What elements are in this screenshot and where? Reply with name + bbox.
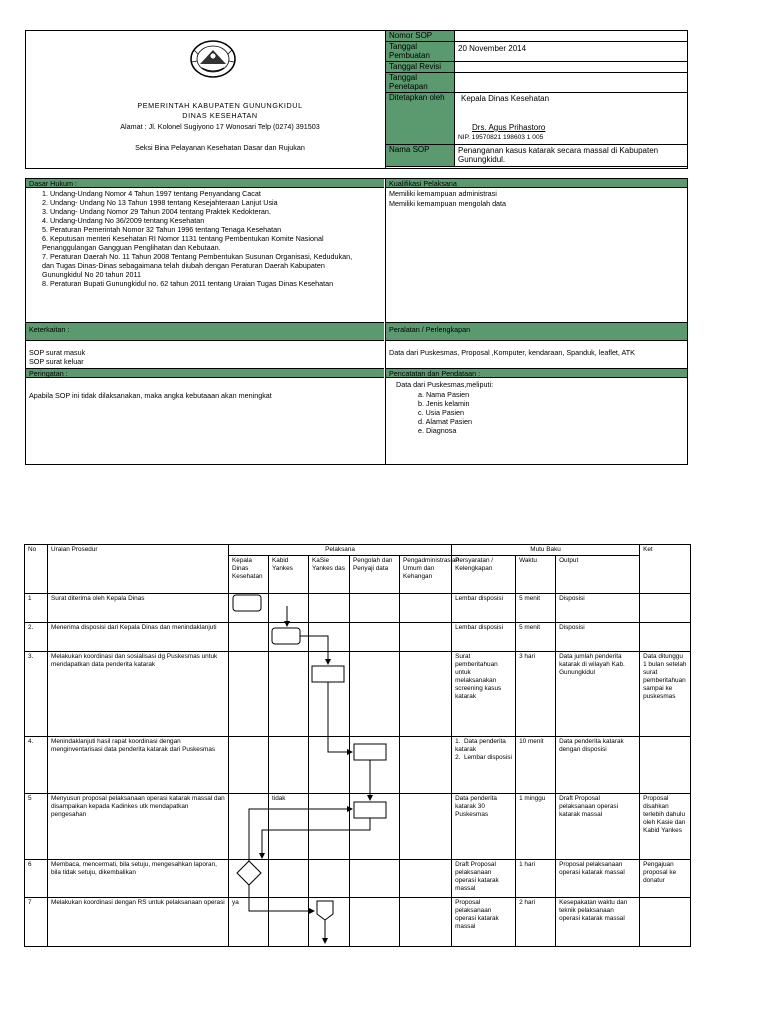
cell-pengolah — [350, 794, 400, 860]
row-waktu: 10 menit — [516, 737, 556, 794]
row-syarat: Lembar disposisi — [452, 594, 516, 623]
row-no: 5 — [25, 794, 48, 860]
cell-pengadmin — [400, 794, 452, 860]
dasar-hukum-list — [28, 189, 380, 288]
cell-pengadmin — [400, 652, 452, 737]
pencatatan-item: a. Nama Pasien — [418, 390, 470, 399]
col-pengolah: Pengolah dan Penyaji data — [350, 556, 400, 594]
cell-kasie — [309, 737, 350, 794]
row-uraian: Menyusun proposal pelaksanaan operasi katarak massal dan disampaikan kepada Kadinkes utk mendapatkan pengesahan — [48, 794, 229, 860]
row-uraian: Menindaklanjuti hasil rapat koordinasi dengan menginventarisasi data penderita katarak dari Puskesmas — [48, 737, 229, 794]
row-no: 3. — [25, 652, 48, 737]
row-output: Data jumlah penderita katarak di wilayah Kab. Gunungkidul — [556, 652, 640, 737]
tgl-revisi-value — [455, 62, 688, 73]
dasar-hukum-item: 2. Undang- Undang No 13 Tahun 1998 tentang Kesejahteraan Lanjut Usia — [42, 198, 278, 207]
cell-kasie — [309, 623, 350, 652]
cell-kasie — [309, 594, 350, 623]
col-pengadmin: Pengadministrasian Umum dan Kehangan — [400, 556, 452, 594]
row-waktu: 1 hari — [516, 860, 556, 898]
kualifikasi-header: Kualifikasi Pelaksana — [386, 179, 687, 188]
col-waktu: Waktu — [516, 556, 556, 594]
table-row — [25, 594, 691, 623]
tgl-penetapan-label: Tanggal Penetapan — [386, 73, 455, 93]
row-output: Kesepakatan waktu dan teknik pelaksanaan operasi katarak massal — [556, 898, 640, 947]
pencatatan-intro: Data dari Puskesmas,meliputi: — [396, 380, 494, 389]
pencatatan-item: d. Alamat Pasien — [418, 417, 472, 426]
row-no: 6 — [25, 860, 48, 898]
ditetapkan-label: Ditetapkan oleh — [386, 93, 455, 145]
table-row — [25, 898, 691, 947]
col-uraian: Uraian Prosedur — [48, 545, 229, 594]
cell-kabid: tidak — [269, 794, 309, 860]
row-ket — [640, 594, 691, 623]
dasar-hukum-header: Dasar Hukum : — [26, 179, 384, 188]
tgl-revisi-label: Tanggal Revisi — [386, 62, 455, 73]
row-output: Draft Proposal pelaksanaan operasi katarak massal — [556, 794, 640, 860]
peralatan-text: Data dari Puskesmas, Proposal ,Komputer, kendaraan, Spanduk, leaflet, ATK — [389, 348, 635, 357]
dasar-hukum-item: 3. Undang- Undang Nomor 29 Tahun 2004 tentang Praktek Kedokteran. — [42, 207, 271, 216]
cell-kepala — [229, 652, 269, 737]
cell-kepala — [229, 594, 269, 623]
row-syarat: Lembar disposisi — [452, 623, 516, 652]
row-output: Proposal pelaksanaan operasi katarak massal — [556, 860, 640, 898]
col-kepala: Kepala Dinas Kesehatan — [229, 556, 269, 594]
pencatatan-header: Pencatatan dan Pendataan : — [386, 368, 687, 378]
cell-pengolah — [350, 737, 400, 794]
row-syarat: 1. Data penderita katarak 2. Lembar disposisi — [452, 737, 516, 794]
cell-kepala — [229, 737, 269, 794]
table-row — [25, 623, 691, 652]
ditetapkan-cell — [455, 93, 688, 145]
row-uraian: Surat diterima oleh Kepala Dinas — [48, 594, 229, 623]
cell-kepala: ya — [229, 898, 269, 947]
pencatatan-item: c. Usia Pasien — [418, 408, 464, 417]
row-waktu: 2 hari — [516, 898, 556, 947]
cell-pengadmin — [400, 594, 452, 623]
row-waktu: 5 menit — [516, 594, 556, 623]
keterkaitan-line: SOP surat keluar — [29, 357, 84, 366]
nomor-label: Nomor SOP — [386, 31, 455, 42]
cell-pengolah — [350, 898, 400, 947]
cell-kabid — [269, 594, 309, 623]
row-uraian: Membaca, mencermati, bila setuju, mengesahkan laporan, bila tidak setuju, dikembalikan — [48, 860, 229, 898]
row-no: 4. — [25, 737, 48, 794]
nomor-value — [455, 31, 688, 42]
col-ket: Ket — [640, 545, 691, 594]
peralatan-header: Peralatan / Perlengkapan — [386, 322, 687, 341]
cell-kepala — [229, 794, 269, 860]
ditetapkan-title: Kepala Dinas Kesehatan — [461, 94, 550, 103]
cell-kabid — [269, 737, 309, 794]
kualifikasi-line: Memiliki kemampuan mengolah data — [389, 199, 507, 208]
row-ket — [640, 623, 691, 652]
table-row — [25, 737, 691, 794]
row-syarat: Proposal pelaksanaan operasi katarak massal — [452, 898, 516, 947]
row-output: Data penderita katarak dengan disposisi — [556, 737, 640, 794]
ditetapkan-nip: NIP. 19570821 198603 1 005 — [458, 134, 544, 141]
row-syarat: Data penderita katarak 30 Puskesmas — [452, 794, 516, 860]
cell-kasie — [309, 898, 350, 947]
dept-name: DINAS KESEHATAN — [182, 111, 258, 120]
sop-info-table — [385, 30, 688, 167]
row-waktu: 1 minggu — [516, 794, 556, 860]
nama-sop-value: Penanganan kasus katarak secara massal di Kabupaten Gunungkidul. — [455, 145, 688, 167]
address: Alamat : Jl. Kolonel Sugiyono 17 Wonosari Telp (0274) 391503 — [120, 122, 320, 131]
row-waktu: 3 hari — [516, 652, 556, 737]
row-waktu: 5 menit — [516, 623, 556, 652]
ditetapkan-name: Drs. Agus Prihastoro — [472, 123, 546, 132]
row-ket: Data ditunggu 1 bulan setelah surat pemberitahuan sampai ke puskesmas — [640, 652, 691, 737]
procedure-table — [24, 544, 691, 947]
row-output: Disposisi — [556, 594, 640, 623]
row-no: 7 — [25, 898, 48, 947]
dasar-hukum-item: 1. Undang-Undang Nomor 4 Tahun 1997 tentang Penyandang Cacat — [42, 189, 261, 198]
cell-pengadmin — [400, 623, 452, 652]
section-name: Seksi Bina Pelayanan Kesehatan Dasar dan Rujukan — [135, 143, 305, 152]
nama-sop-label: Nama SOP — [386, 145, 455, 167]
col-kabid: Kabid Yankes — [269, 556, 309, 594]
row-uraian: Melakukan koordinasi dengan RS untuk pelaksanaan operasi — [48, 898, 229, 947]
pencatatan-item: b. Jenis kelamin — [418, 399, 470, 408]
row-syarat: Surat pemberitahuan untuk melaksanakan screening kasus katarak — [452, 652, 516, 737]
cell-pengolah — [350, 623, 400, 652]
row-ket: Pengajuan proposal ke donatur — [640, 860, 691, 898]
cell-kabid — [269, 860, 309, 898]
tgl-pembuatan-value: 20 November 2014 — [455, 42, 688, 62]
tgl-penetapan-value — [455, 73, 688, 93]
cell-pengadmin — [400, 737, 452, 794]
cell-kepala — [229, 860, 269, 898]
row-no: 2. — [25, 623, 48, 652]
cell-pengolah — [350, 652, 400, 737]
gunungkidul-logo — [188, 38, 238, 80]
tgl-pembuatan-label: Tanggal Pembuatan — [386, 42, 455, 62]
row-ket: Proposal disahkan terlebih dahulu oleh Kasie dan Kabid Yankes — [640, 794, 691, 860]
dasar-hukum-item: 4. Undang-Undang No 36/2009 tentang Kesehatan — [42, 216, 205, 225]
kualifikasi-line: Memiliki kemampuan administrasi — [389, 189, 497, 198]
pencatatan-item: e. Diagnosa — [418, 426, 457, 435]
cell-kasie — [309, 860, 350, 898]
col-persyaratan: Persyaratan / Kelengkapan — [452, 556, 516, 594]
dasar-hukum-item: 8. Peraturan Bupati Gunungkidul no. 62 tahun 2011 tentang Uraian Tugas Dinas Kesehatan — [42, 279, 334, 288]
cell-kepala — [229, 623, 269, 652]
col-mutu-baku: Mutu Baku — [452, 545, 640, 556]
row-no: 1 — [25, 594, 48, 623]
dasar-hukum-item: 7. Peraturan Daerah No. 11 Tahun 2008 Tentang Pembentukan Susunan Organisasi, Kedudukan, dan Tugas Dinas-Dinas sebagaimana telah diubah dengan Peraturan Daerah Kabupaten Gunungkidul No 20 tahun 2011 — [42, 252, 353, 279]
peringatan-header: Peringatan : — [26, 368, 384, 378]
table-row — [25, 794, 691, 860]
cell-pengolah — [350, 594, 400, 623]
row-uraian: Melakukan koordinasi dan sosialisasi dg Puskesmas untuk mendapatkan data penderita katarak — [48, 652, 229, 737]
cell-kasie — [309, 794, 350, 860]
col-output: Output — [556, 556, 640, 594]
keterkaitan-line: SOP surat masuk — [29, 348, 86, 357]
row-syarat: Draft Proposal pelaksanaan operasi katarak massal — [452, 860, 516, 898]
row-output: Disposisi — [556, 623, 640, 652]
keterkaitan-header: Keterkaitan : — [26, 322, 384, 341]
col-pelaksana: Pelaksana — [229, 545, 452, 556]
cell-pengadmin — [400, 860, 452, 898]
gov-name: PEMERINTAH KABUPATEN GUNUNGKIDUL — [137, 101, 303, 110]
row-ket — [640, 898, 691, 947]
cell-kasie — [309, 652, 350, 737]
col-kasie: KaSie Yankes das — [309, 556, 350, 594]
cell-kabid — [269, 652, 309, 737]
table-row — [25, 652, 691, 737]
cell-pengadmin — [400, 898, 452, 947]
cell-kabid — [269, 898, 309, 947]
dasar-hukum-item: 5. Peraturan Pemerintah Nomor 32 Tahun 1996 tentang Tenaga Kesehatan — [42, 225, 282, 234]
col-no: No — [25, 545, 48, 594]
cell-pengolah — [350, 860, 400, 898]
row-uraian: Menerima disposisi dari Kepala Dinas dan menindaklanjuti — [48, 623, 229, 652]
row-ket — [640, 737, 691, 794]
cell-kabid — [269, 623, 309, 652]
table-row — [25, 860, 691, 898]
pencatatan-list — [418, 390, 472, 435]
peringatan-text: Apabila SOP ini tidak dilaksanakan, maka angka kebutaaan akan meningkat — [29, 391, 272, 400]
dasar-hukum-item: 6. Keputusan menteri Kesehatan RI Nomor 1131 tentang Pembentukan Komite Nasional Penanggulangan Gangguan Penglihatan dan Kebutaan. — [42, 234, 324, 252]
